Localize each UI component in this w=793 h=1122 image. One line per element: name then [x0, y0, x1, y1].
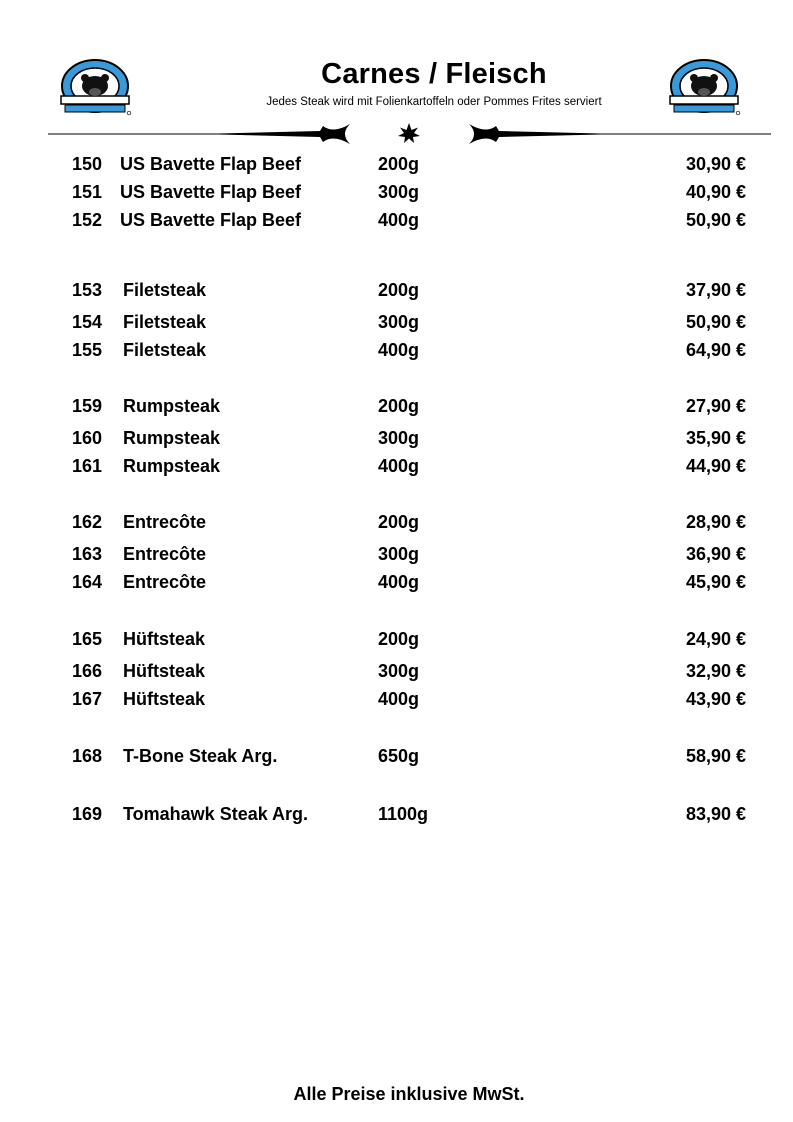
menu-item-price: 50,90 €: [685, 210, 746, 230]
menu-item-weight: 200g: [378, 154, 420, 174]
menu-item-name: US Bavette Flap Beef: [120, 154, 302, 174]
menu-item-number: 154: [72, 312, 103, 332]
menu-item-name: US Bavette Flap Beef: [120, 182, 302, 202]
menu-item-price: 37,90 €: [685, 280, 746, 300]
menu-item-weight: 400g: [378, 340, 420, 360]
menu-item-price: 28,90 €: [685, 512, 746, 532]
menu-item-weight: 1100g: [378, 804, 429, 824]
menu-item-name: Rumpsteak: [123, 428, 221, 448]
menu-item-number: 169: [72, 804, 103, 824]
menu-item-name: Filetsteak: [123, 280, 207, 300]
menu-item-price: 32,90 €: [685, 661, 746, 681]
menu-item-number: 150: [72, 154, 103, 174]
menu-item-number: 167: [72, 689, 103, 709]
menu-item-name: Entrecôte: [123, 572, 207, 592]
menu-item-price: 64,90 €: [685, 340, 746, 360]
menu-item-price: 43,90 €: [685, 689, 746, 709]
menu-item-name: T-Bone Steak Arg.: [123, 746, 278, 766]
menu-item-price: 36,90 €: [685, 544, 746, 564]
menu-item-row: [0, 428, 793, 452]
menu-item-name: Hüftsteak: [123, 629, 206, 649]
menu-item-name: Tomahawk Steak Arg.: [123, 804, 309, 824]
menu-item-number: 163: [72, 544, 103, 564]
menu-item-row: [0, 629, 793, 653]
menu-item-number: 165: [72, 629, 103, 649]
menu-item-price: 44,90 €: [685, 456, 746, 476]
menu-item-number: 155: [72, 340, 103, 360]
menu-item-name: Hüftsteak: [123, 689, 206, 709]
menu-item-weight: 400g: [378, 572, 420, 592]
menu-item-row: [0, 340, 793, 364]
menu-item-row: [0, 182, 793, 206]
menu-item-row: [0, 456, 793, 480]
menu-item-number: 151: [72, 182, 103, 202]
footer-note: Alle Preise inklusive MwSt.: [293, 1084, 525, 1104]
menu-item-weight: 300g: [378, 544, 420, 564]
menu-item-price: 35,90 €: [685, 428, 746, 448]
menu-item-weight: 300g: [378, 312, 420, 332]
page-title: Carnes / Fleisch: [321, 58, 547, 90]
menu-item-number: 162: [72, 512, 103, 532]
menu-item-name: Hüftsteak: [123, 661, 206, 681]
menu-item-row: [0, 154, 793, 178]
menu-item-row: [0, 312, 793, 336]
menu-item-row: [0, 512, 793, 536]
menu-item-weight: 650g: [378, 746, 420, 766]
menu-item-name: Entrecôte: [123, 544, 207, 564]
menu-item-price: 50,90 €: [685, 312, 746, 332]
menu-item-price: 24,90 €: [685, 629, 746, 649]
menu-item-price: 40,90 €: [685, 182, 746, 202]
menu-item-price: 83,90 €: [685, 804, 746, 824]
menu-item-weight: 300g: [378, 182, 420, 202]
page-subtitle: Jedes Steak wird mit Folienkartoffeln oder Pommes Frites serviert: [266, 96, 602, 108]
menu-item-name: Entrecôte: [123, 512, 207, 532]
menu-item-number: 166: [72, 661, 103, 681]
menu-item-name: Rumpsteak: [123, 456, 221, 476]
menu-item-number: 152: [72, 210, 103, 230]
menu-item-number: 153: [72, 280, 103, 300]
menu-item-weight: 400g: [378, 689, 420, 709]
menu-item-name: Rumpsteak: [123, 396, 221, 416]
menu-item-price: 58,90 €: [685, 746, 746, 766]
menu-item-name: US Bavette Flap Beef: [120, 210, 302, 230]
menu-item-name: Filetsteak: [123, 340, 207, 360]
menu-item-weight: 300g: [378, 428, 420, 448]
menu-item-weight: 400g: [378, 210, 420, 230]
menu-item-number: 160: [72, 428, 103, 448]
menu-item-price: 45,90 €: [685, 572, 746, 592]
menu-item-row: [0, 689, 793, 713]
menu-item-row: [0, 544, 793, 568]
menu-item-number: 159: [72, 396, 103, 416]
menu-item-weight: 400g: [378, 456, 420, 476]
menu-item-weight: 200g: [378, 280, 420, 300]
menu-item-price: 30,90 €: [685, 154, 746, 174]
menu-item-row: [0, 804, 793, 828]
menu-item-weight: 200g: [378, 396, 420, 416]
menu-item-row: [0, 396, 793, 420]
menu-item-price: 27,90 €: [685, 396, 746, 416]
menu-item-weight: 200g: [378, 512, 420, 532]
menu-item-row: [0, 746, 793, 770]
menu-item-row: [0, 280, 793, 304]
menu-item-number: 168: [72, 746, 103, 766]
menu-item-number: 164: [72, 572, 103, 592]
ornamental-divider: [48, 118, 771, 150]
menu-item-row: [0, 661, 793, 685]
menu-item-name: Filetsteak: [123, 312, 207, 332]
menu-item-row: [0, 210, 793, 234]
menu-item-weight: 300g: [378, 661, 420, 681]
menu-item-weight: 200g: [378, 629, 420, 649]
menu-item-row: [0, 572, 793, 596]
menu-item-number: 161: [72, 456, 103, 476]
